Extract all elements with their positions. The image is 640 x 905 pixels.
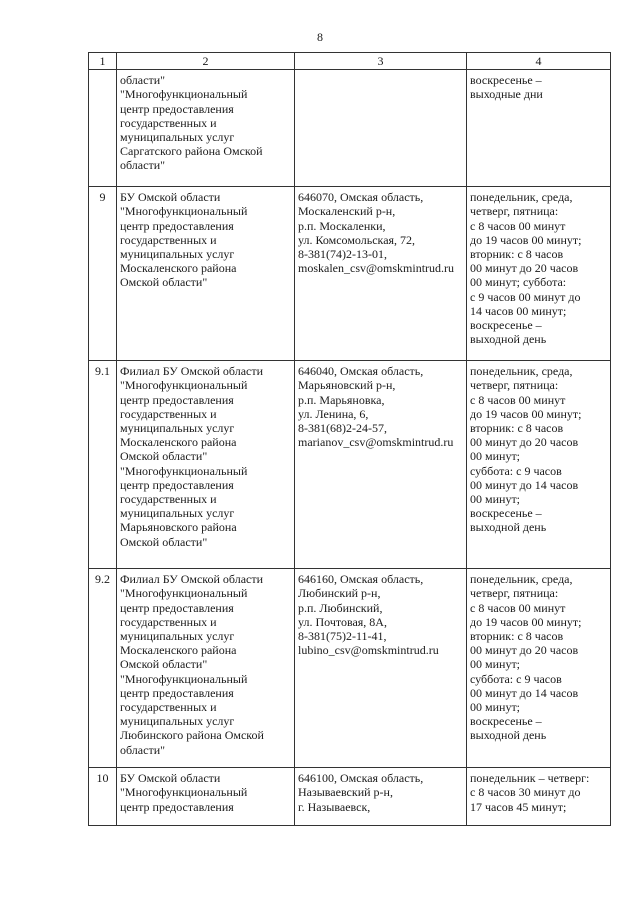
working-hours-line: с 8 часов 00 минут <box>470 392 566 407</box>
organization-name-line: государственных и <box>120 232 217 247</box>
organization-name-line: Филиал БУ Омской области <box>120 572 264 587</box>
working-hours-line: вторник: с 8 часов <box>470 421 564 436</box>
column-header-3: 3 <box>295 53 467 70</box>
organization-name-line: государственных и <box>120 406 217 421</box>
working-hours-line: понедельник, среда, <box>470 190 573 205</box>
organization-name-line: "Многофункциональный <box>120 87 248 102</box>
address-contact-cell <box>295 187 467 361</box>
organization-name-line: центр предоставления <box>120 101 234 116</box>
row-number: 10 <box>89 768 117 826</box>
address-contact-line: р.п. Любинский, <box>298 600 383 615</box>
working-hours-cell <box>467 187 611 361</box>
organization-name-line: Омской области" <box>120 657 208 672</box>
organization-name-line: Москаленского района <box>120 435 237 450</box>
working-hours-cell <box>467 569 611 768</box>
organization-name-line: Москаленского района <box>120 261 237 276</box>
working-hours-line: 00 минут до 20 часов <box>470 435 579 450</box>
working-hours-line: 14 часов 00 минут; <box>470 303 567 318</box>
organization-name-line: государственных и <box>120 614 217 629</box>
address-contact-line: Марьяновский р-н, <box>298 378 396 393</box>
organizations-table <box>88 52 611 826</box>
header-row <box>89 53 611 70</box>
working-hours-line: 00 минут; <box>470 449 521 464</box>
organization-name-line: муниципальных услуг <box>120 714 235 729</box>
address-contact-cell <box>295 569 467 768</box>
column-header-2: 2 <box>117 53 295 70</box>
working-hours-line: до 19 часов 00 минут; <box>470 406 582 421</box>
organization-name-line: государственных и <box>120 700 217 715</box>
organization-name-cell <box>117 361 295 569</box>
organization-name-line: муниципальных услуг <box>120 247 235 262</box>
organization-name-line: Саргатского района Омской <box>120 144 263 159</box>
working-hours-line: выходной день <box>470 520 547 535</box>
organization-name-line: центр предоставления <box>120 392 234 407</box>
address-contact-line: 8-381(68)2-24-57, <box>298 421 387 436</box>
organization-name-line: муниципальных услуг <box>120 130 235 145</box>
organization-name-line: "Многофункциональный <box>120 671 248 686</box>
organization-name-line: области" <box>120 73 166 88</box>
address-contact-cell <box>295 768 467 826</box>
address-contact-line: г. Называевск, <box>298 799 371 814</box>
working-hours-line: 00 минут; суббота: <box>470 275 567 290</box>
address-contact-line: marianov_csv@omskmintrud.ru <box>298 435 454 450</box>
address-contact-cell <box>295 361 467 569</box>
working-hours-line: воскресенье – <box>470 714 542 729</box>
organization-name-line: Омской области" <box>120 275 208 290</box>
row-number: 9.2 <box>89 569 117 768</box>
working-hours-line: понедельник, среда, <box>470 364 573 379</box>
working-hours-cell <box>467 361 611 569</box>
working-hours-line: с 9 часов 00 минут до <box>470 289 581 304</box>
organization-name-line: центр предоставления <box>120 685 234 700</box>
organization-name-line: муниципальных услуг <box>120 629 235 644</box>
working-hours-line: до 19 часов 00 минут; <box>470 232 582 247</box>
address-contact-line: Называевский р-н, <box>298 785 393 800</box>
address-contact-line: 646040, Омская область, <box>298 364 424 379</box>
organization-name-line: "Многофункциональный <box>120 586 248 601</box>
organization-name-line: БУ Омской области <box>120 771 221 786</box>
working-hours-line: вторник: с 8 часов <box>470 247 564 262</box>
working-hours-line: с 8 часов 00 минут <box>470 600 566 615</box>
organization-name-line: БУ Омской области <box>120 190 221 205</box>
working-hours-line: выходные дни <box>470 87 543 102</box>
address-contact-line: ул. Почтовая, 8А, <box>298 614 387 629</box>
address-contact-line: lubino_csv@omskmintrud.ru <box>298 643 439 658</box>
organization-name-line: Филиал БУ Омской области <box>120 364 264 379</box>
organization-name-line: государственных и <box>120 492 217 507</box>
working-hours-line: суббота: с 9 часов <box>470 463 562 478</box>
organization-name-line: Любинского района Омской <box>120 728 264 743</box>
address-contact-line: ул. Ленина, 6, <box>298 406 369 421</box>
address-contact-line: р.п. Марьяновка, <box>298 392 385 407</box>
organization-name-line: "Многофункциональный <box>120 378 248 393</box>
organization-name-line: Омской области" <box>120 449 208 464</box>
working-hours-cell <box>467 70 611 187</box>
organization-name-line: центр предоставления <box>120 600 234 615</box>
column-header-4: 4 <box>467 53 611 70</box>
address-contact-line: Москаленский р-н, <box>298 204 396 219</box>
working-hours-line: 00 минут до 20 часов <box>470 643 579 658</box>
working-hours-line: 00 минут до 14 часов <box>470 477 579 492</box>
table-row <box>89 361 611 569</box>
table-row <box>89 768 611 826</box>
table-row <box>89 187 611 361</box>
organization-name-cell <box>117 569 295 768</box>
address-contact-line: moskalen_csv@omskmintrud.ru <box>298 261 455 276</box>
working-hours-line: четверг, пятница: <box>470 586 559 601</box>
organization-name-line: центр предоставления <box>120 799 234 814</box>
working-hours-line: понедельник – четверг: <box>470 771 590 786</box>
organization-name-line: центр предоставления <box>120 218 234 233</box>
organization-name-line: области" <box>120 742 166 757</box>
row-number: 9.1 <box>89 361 117 569</box>
address-contact-line: Любинский р-н, <box>298 586 381 601</box>
organization-name-line: Омской области" <box>120 534 208 549</box>
working-hours-line: выходной день <box>470 728 547 743</box>
organization-name-line: "Многофункциональный <box>120 463 248 478</box>
address-contact-line: 646100, Омская область, <box>298 771 424 786</box>
working-hours-line: воскресенье – <box>470 73 542 88</box>
table-row <box>89 70 611 187</box>
organization-name-line: муниципальных услуг <box>120 421 235 436</box>
organization-name-line: "Многофункционaльный <box>120 785 248 800</box>
working-hours-line: четверг, пятница: <box>470 378 559 393</box>
working-hours-line: с 8 часов 30 минут до <box>470 785 581 800</box>
working-hours-line: 00 минут; <box>470 700 521 715</box>
address-contact-line: ул. Комсомольская, 72, <box>298 232 416 247</box>
column-header-1: 1 <box>89 53 117 70</box>
organization-name-line: "Многофункциональный <box>120 204 248 219</box>
organization-name-line: центр предоставления <box>120 477 234 492</box>
working-hours-line: воскресенье – <box>470 506 542 521</box>
organization-name-line: области" <box>120 158 166 173</box>
organization-name-cell <box>117 768 295 826</box>
working-hours-line: 00 минут до 14 часов <box>470 685 579 700</box>
page-number: 8 <box>317 30 323 44</box>
address-contact-line: р.п. Москаленки, <box>298 218 386 233</box>
address-contact-line: 8-381(74)2-13-01, <box>298 247 387 262</box>
working-hours-line: понедельник, среда, <box>470 572 573 587</box>
working-hours-line: вторник: с 8 часов <box>470 629 564 644</box>
address-contact-line: 646070, Омская область, <box>298 190 424 205</box>
working-hours-line: выходной день <box>470 332 547 347</box>
working-hours-line: до 19 часов 00 минут; <box>470 614 582 629</box>
address-contact-cell <box>295 70 467 187</box>
working-hours-line: 00 минут; <box>470 492 521 507</box>
organization-name-line: Марьяновского района <box>120 520 237 535</box>
organization-name-line: Москаленского района <box>120 643 237 658</box>
working-hours-line: с 8 часов 00 минут <box>470 218 566 233</box>
organization-name-line: государственных и <box>120 115 217 130</box>
table-body <box>89 70 611 826</box>
row-number <box>89 70 117 187</box>
row-number: 9 <box>89 187 117 361</box>
working-hours-line: четверг, пятница: <box>470 204 559 219</box>
working-hours-line: воскресенье – <box>470 318 542 333</box>
working-hours-line: 00 минут; <box>470 657 521 672</box>
organization-name-line: муниципальных услуг <box>120 506 235 521</box>
working-hours-cell <box>467 768 611 826</box>
address-contact-line: 8-381(75)2-11-41, <box>298 629 387 644</box>
organization-name-cell <box>117 70 295 187</box>
working-hours-line: 00 минут до 20 часов <box>470 261 579 276</box>
working-hours-line: суббота: с 9 часов <box>470 671 562 686</box>
table-row <box>89 569 611 768</box>
address-contact-line: 646160, Омская область, <box>298 572 424 587</box>
working-hours-line: 17 часов 45 минут; <box>470 799 567 814</box>
organization-name-cell <box>117 187 295 361</box>
